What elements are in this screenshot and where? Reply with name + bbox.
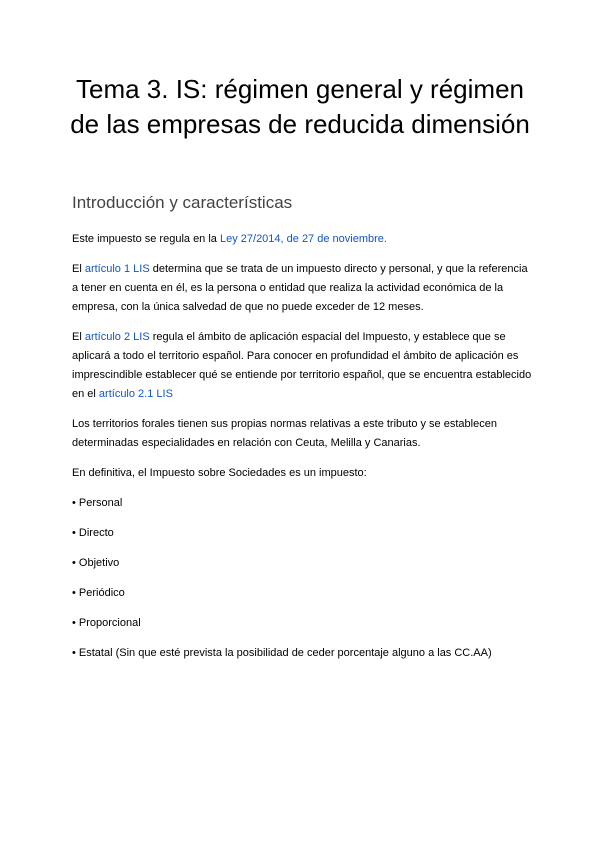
paragraph-3-text-middle: regula el ámbito de aplicación espacial del Impuesto, y establece que se aplicará a todo el territorio español. Para conocer en profundidad el ámbito de aplicación es imprescindible establecer qué se entiende por territorio español, que se encuentra establecido en el <box>72 331 532 400</box>
bullet-item: • Estatal (Sin que esté prevista la posibilidad de ceder porcentaje alguno a las CC.AA) <box>72 647 492 659</box>
bullet-item: • Periódico <box>72 587 125 599</box>
bullet-item: • Objetivo <box>72 557 120 569</box>
paragraph-1-text: Este impuesto se regula en la <box>72 233 220 245</box>
articulo-2-1-lis-link[interactable]: artículo 2.1 LIS <box>98 388 173 400</box>
paragraph-2 <box>72 260 532 317</box>
bullet-item: • Directo <box>72 527 114 539</box>
articulo-1-lis-link[interactable]: artículo 1 LIS <box>84 263 150 275</box>
articulo-2-lis-link[interactable]: artículo 2 LIS <box>84 331 150 343</box>
ley-27-2014-link[interactable]: Ley 27/2014, de 27 de noviembre. <box>219 233 387 245</box>
document-body <box>72 230 532 674</box>
paragraph-2-text-start: El <box>72 263 85 275</box>
paragraph-1 <box>72 230 532 249</box>
bullet-item: • Proporcional <box>72 617 141 629</box>
document-title: Tema 3. IS: régimen general y régimen de las empresas de reducida dimensión <box>70 74 530 139</box>
paragraph-5: En definitiva, el Impuesto sobre Sociedades es un impuesto: <box>72 467 367 479</box>
bullet-item: • Personal <box>72 497 123 509</box>
section-heading: Introducción y características <box>72 193 293 212</box>
paragraph-4: Los territorios forales tienen sus propias normas relativas a este tributo y se establecen determinadas especialidades en relación con Ceuta, Melilla y Canarias. <box>72 418 497 449</box>
paragraph-2-text-end: determina que se trata de un impuesto directo y personal, y que la referencia a tener en cuenta en él, es la persona o entidad que realiza la actividad económica de la empresa, con la única salvedad de que no puede exceder de 12 meses. <box>72 263 528 313</box>
paragraph-3 <box>72 328 532 404</box>
paragraph-3-text-start: El <box>72 331 85 343</box>
